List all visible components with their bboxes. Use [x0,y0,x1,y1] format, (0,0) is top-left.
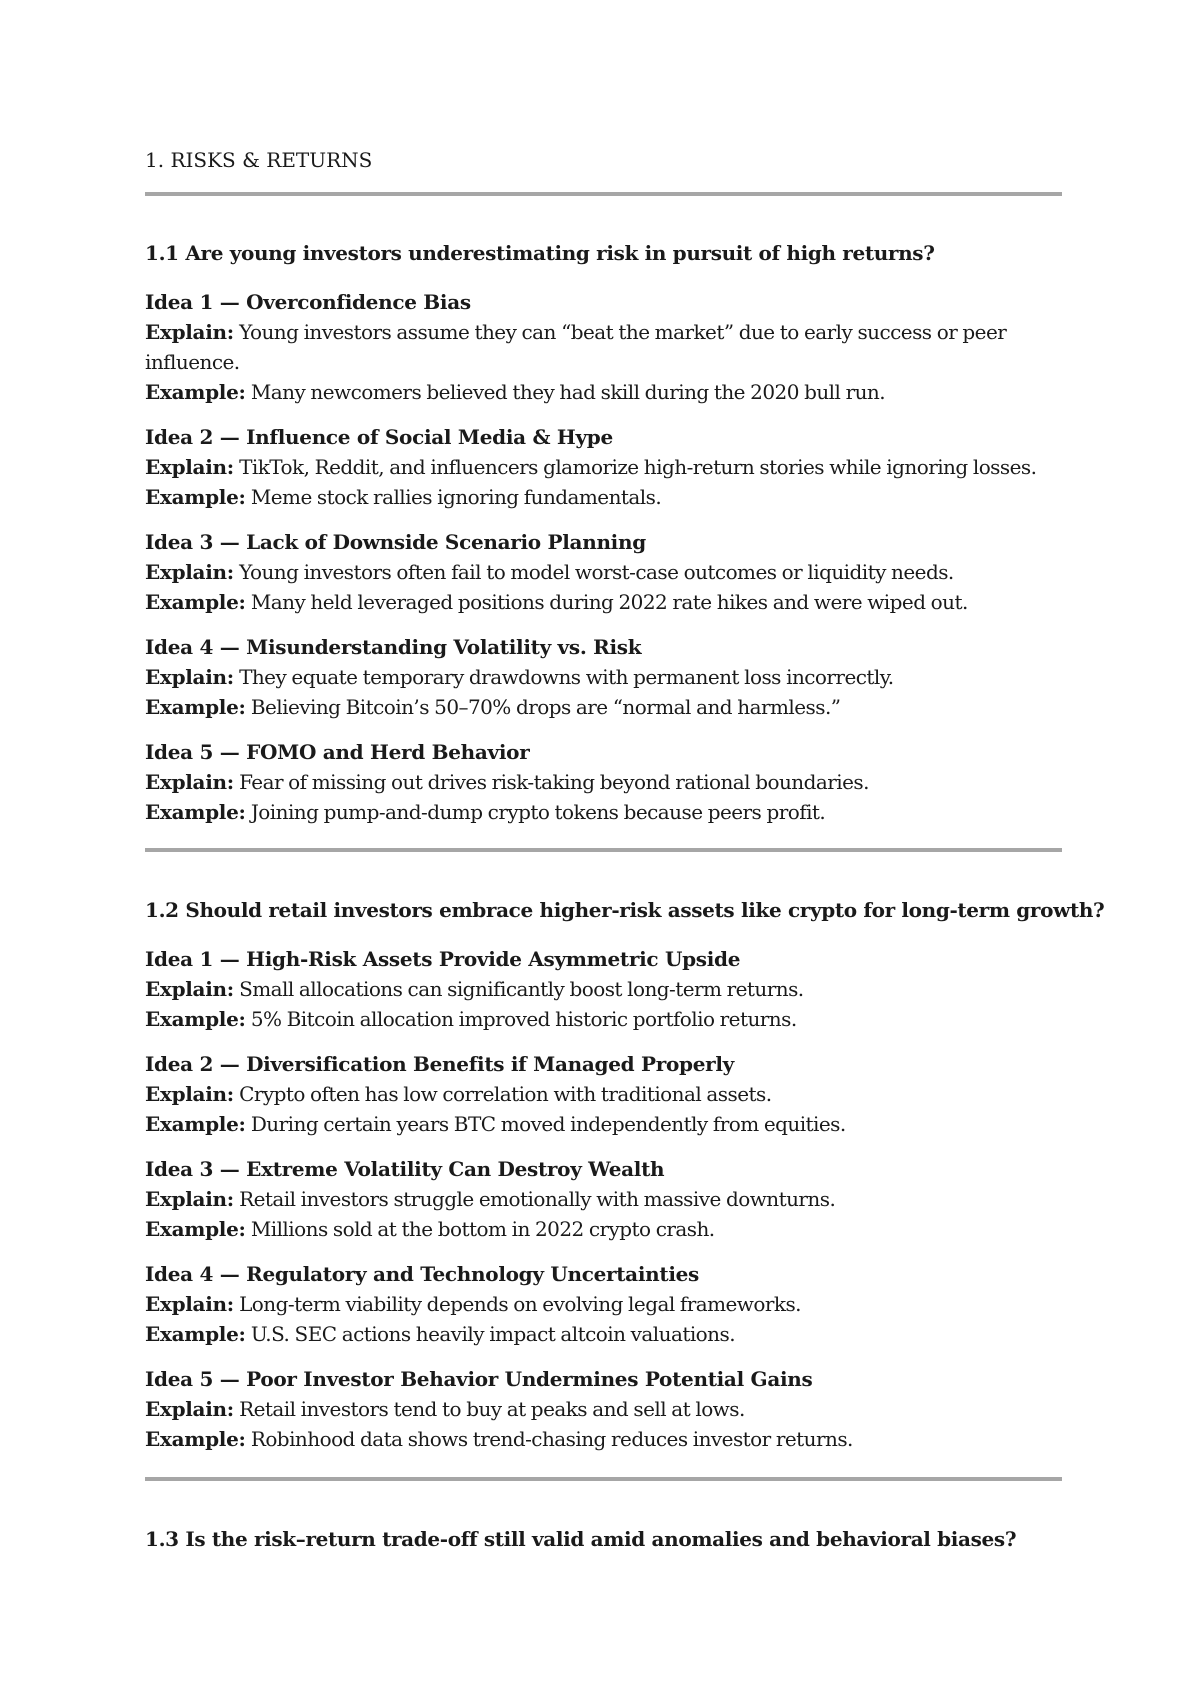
example-label: Example: [145,590,246,614]
idea-block [145,632,1062,722]
example-line [145,482,1062,512]
example-label: Example: [145,1007,246,1031]
example-line [145,692,1062,722]
example-line [145,1319,1062,1349]
question-heading: 1.2 Should retail investors embrace higher-risk assets like crypto for long-term growth? [145,898,1105,922]
question-heading: 1.1 Are young investors underestimating risk in pursuit of high returns? [145,241,935,265]
example-text: Many newcomers believed they had skill during the 2020 bull run. [250,380,886,404]
example-text: Meme stock rallies ignoring fundamentals. [250,485,662,509]
example-text: During certain years BTC moved independently from equities. [250,1112,846,1136]
divider-rule [145,848,1062,852]
explain-line [145,767,1062,797]
example-text: Many held leveraged positions during 2022 rate hikes and were wiped out. [250,590,968,614]
explain-text: Crypto often has low correlation with traditional assets. [239,1082,772,1106]
idea-title: Idea 4 — Regulatory and Technology Uncertainties [145,1262,699,1286]
explain-label: Explain: [145,770,234,794]
explain-label: Explain: [145,1292,234,1316]
idea-title: Idea 4 — Misunderstanding Volatility vs. Risk [145,635,642,659]
example-label: Example: [145,380,246,404]
explain-line [145,974,1062,1004]
explain-text: TikTok, Reddit, and influencers glamorize high-return stories while ignoring losses. [239,455,1037,479]
example-label: Example: [145,1217,246,1241]
idea-title: Idea 1 — Overconfidence Bias [145,290,471,314]
explain-line [145,662,1062,692]
explain-text: Retail investors struggle emotionally with massive downturns. [239,1187,836,1211]
divider-rule [145,1477,1062,1481]
example-text: Believing Bitcoin’s 50–70% drops are “normal and harmless.” [250,695,841,719]
explain-line [145,1079,1062,1109]
example-text: Joining pump-and-dump crypto tokens because peers profit. [250,800,826,824]
example-text: 5% Bitcoin allocation improved historic portfolio returns. [250,1007,797,1031]
explain-label: Explain: [145,1187,234,1211]
explain-text: Small allocations can significantly boost long-term returns. [239,977,804,1001]
idea-title: Idea 5 — Poor Investor Behavior Undermines Potential Gains [145,1367,813,1391]
explain-label: Explain: [145,455,234,479]
idea-title: Idea 3 — Lack of Downside Scenario Planning [145,530,646,554]
idea-block [145,1049,1062,1139]
example-label: Example: [145,695,246,719]
example-text: Millions sold at the bottom in 2022 crypto crash. [250,1217,715,1241]
explain-line [145,1394,1062,1424]
idea-block [145,527,1062,617]
explain-text: Young investors assume they can “beat the market” due to early success or peer influence. [145,320,1007,374]
example-line [145,1109,1062,1139]
explain-label: Explain: [145,560,234,584]
example-line [145,377,1062,407]
explain-label: Explain: [145,1082,234,1106]
example-label: Example: [145,1322,246,1346]
explain-text: Fear of missing out drives risk-taking beyond rational boundaries. [239,770,869,794]
example-line [145,1424,1062,1454]
example-label: Example: [145,1427,246,1451]
example-label: Example: [145,485,246,509]
idea-title: Idea 5 — FOMO and Herd Behavior [145,740,530,764]
explain-line [145,1289,1062,1319]
example-line [145,1004,1062,1034]
example-line [145,797,1062,827]
explain-text: Young investors often fail to model worst-case outcomes or liquidity needs. [239,560,954,584]
idea-title: Idea 2 — Diversification Benefits if Managed Properly [145,1052,734,1076]
idea-block [145,287,1062,407]
idea-title: Idea 3 — Extreme Volatility Can Destroy Wealth [145,1157,665,1181]
example-label: Example: [145,1112,246,1136]
example-line [145,1214,1062,1244]
section-heading: 1. RISKS & RETURNS [145,148,373,172]
subsection-1-3 [145,1527,1062,1573]
subsection-1-2 [145,898,1105,1469]
example-text: Robinhood data shows trend-chasing reduces investor returns. [250,1427,853,1451]
explain-line [145,1184,1062,1214]
idea-block [145,1364,1062,1454]
explain-label: Explain: [145,320,234,344]
explain-label: Explain: [145,665,234,689]
explain-text: They equate temporary drawdowns with permanent loss incorrectly. [239,665,894,689]
idea-block [145,737,1062,827]
divider-rule [145,192,1062,196]
idea-block [145,1259,1062,1349]
idea-block [145,944,1062,1034]
explain-line [145,317,1062,377]
explain-line [145,557,1062,587]
example-label: Example: [145,800,246,824]
idea-title: Idea 1 — High-Risk Assets Provide Asymmetric Upside [145,947,741,971]
idea-block [145,1154,1062,1244]
explain-label: Explain: [145,977,234,1001]
idea-block [145,422,1062,512]
explain-line [145,452,1062,482]
question-heading: 1.3 Is the risk–return trade-off still valid amid anomalies and behavioral biases? [145,1527,1017,1551]
example-line [145,587,1062,617]
idea-title: Idea 2 — Influence of Social Media & Hype [145,425,613,449]
explain-text: Long-term viability depends on evolving legal frameworks. [239,1292,801,1316]
subsection-1-1 [145,241,1062,842]
explain-text: Retail investors tend to buy at peaks and sell at lows. [239,1397,745,1421]
explain-label: Explain: [145,1397,234,1421]
example-text: U.S. SEC actions heavily impact altcoin valuations. [250,1322,736,1346]
